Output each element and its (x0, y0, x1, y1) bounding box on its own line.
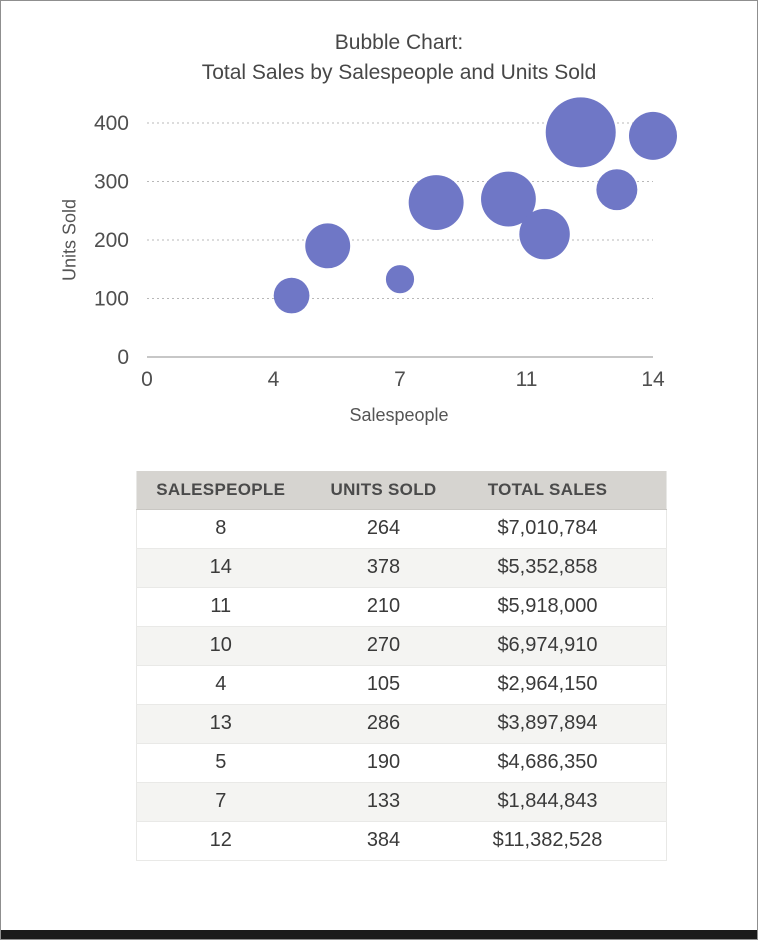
table-row (137, 665, 667, 704)
bubble (629, 112, 677, 160)
table-cell: 11 (137, 587, 305, 626)
table-cell: 133 (305, 782, 463, 821)
table-cell: 12 (137, 821, 305, 860)
y-tick-label: 400 (93, 112, 129, 135)
x-tick-label: 11 (515, 368, 538, 391)
table-row (137, 743, 667, 782)
table-cell: $3,897,894 (463, 704, 633, 743)
table-spacer-cell (633, 821, 667, 860)
bubble (409, 175, 464, 230)
bubble (274, 278, 310, 314)
table-cell: $2,964,150 (463, 665, 633, 704)
table-row (137, 821, 667, 860)
y-tick-label: 300 (93, 170, 129, 194)
table-cell: $6,974,910 (463, 626, 633, 665)
x-axis-title: Salespeople (349, 405, 449, 425)
table-cell: $5,352,858 (463, 548, 633, 587)
table-cell: 7 (137, 782, 305, 821)
table-spacer-cell (633, 665, 667, 704)
table-cell: 286 (305, 704, 463, 743)
table-spacer-cell (633, 782, 667, 821)
table-spacer-cell (633, 548, 667, 587)
window-bottom-edge (1, 930, 757, 939)
sales-table-body (137, 509, 667, 860)
bubble (305, 223, 350, 268)
table-row (137, 509, 667, 548)
x-tick-label: 7 (394, 368, 406, 391)
table-row (137, 626, 667, 665)
table-cell: 270 (305, 626, 463, 665)
x-tick-label: 4 (267, 368, 280, 391)
table-cell: 13 (137, 704, 305, 743)
table-cell: 264 (305, 509, 463, 548)
chart-title-line2: Total Sales by Salespeople and Units Sold (201, 61, 597, 84)
table-cell: 190 (305, 743, 463, 782)
table-row (137, 587, 667, 626)
table-cell: 8 (137, 509, 305, 548)
table-cell: 5 (137, 743, 305, 782)
table-cell: $1,844,843 (463, 782, 633, 821)
table-spacer-cell (633, 626, 667, 665)
table-row (137, 548, 667, 587)
table-spacer-cell (633, 587, 667, 626)
bubble (386, 265, 414, 293)
table-cell: $11,382,528 (463, 821, 633, 860)
table-cell: 4 (137, 665, 305, 704)
table-cell: 105 (305, 665, 463, 704)
y-tick-label: 100 (93, 287, 129, 311)
y-tick-label: 200 (93, 229, 129, 252)
table-cell: 210 (305, 587, 463, 626)
table-cell: 14 (137, 548, 305, 587)
column-header-salespeople: SALESPEOPLE (137, 471, 305, 509)
x-tick-label: 0 (141, 368, 153, 391)
table-cell: $4,686,350 (463, 743, 633, 782)
y-tick-label: 0 (117, 346, 129, 369)
bubble (596, 169, 637, 210)
column-header-total-sales: TOTAL SALES (463, 471, 633, 509)
table-header-row (137, 471, 667, 509)
y-axis-title: Units Sold (59, 198, 80, 282)
sales-table (136, 471, 667, 861)
bubble-chart (1, 1, 758, 431)
table-spacer-cell (633, 743, 667, 782)
table-cell: 10 (137, 626, 305, 665)
table-row (137, 704, 667, 743)
column-header-units-sold: UNITS SOLD (305, 471, 463, 509)
table-cell: 378 (305, 548, 463, 587)
table-cell: $7,010,784 (463, 509, 633, 548)
table-cell: $5,918,000 (463, 587, 633, 626)
table-spacer-cell (633, 704, 667, 743)
table-spacer-cell (633, 509, 667, 548)
table-header-spacer (633, 471, 667, 509)
bubble (519, 209, 569, 259)
x-tick-label: 14 (641, 368, 665, 391)
table-cell: 384 (305, 821, 463, 860)
chart-title-line1: Bubble Chart: (334, 31, 464, 54)
bubble (546, 97, 616, 167)
table-row (137, 782, 667, 821)
